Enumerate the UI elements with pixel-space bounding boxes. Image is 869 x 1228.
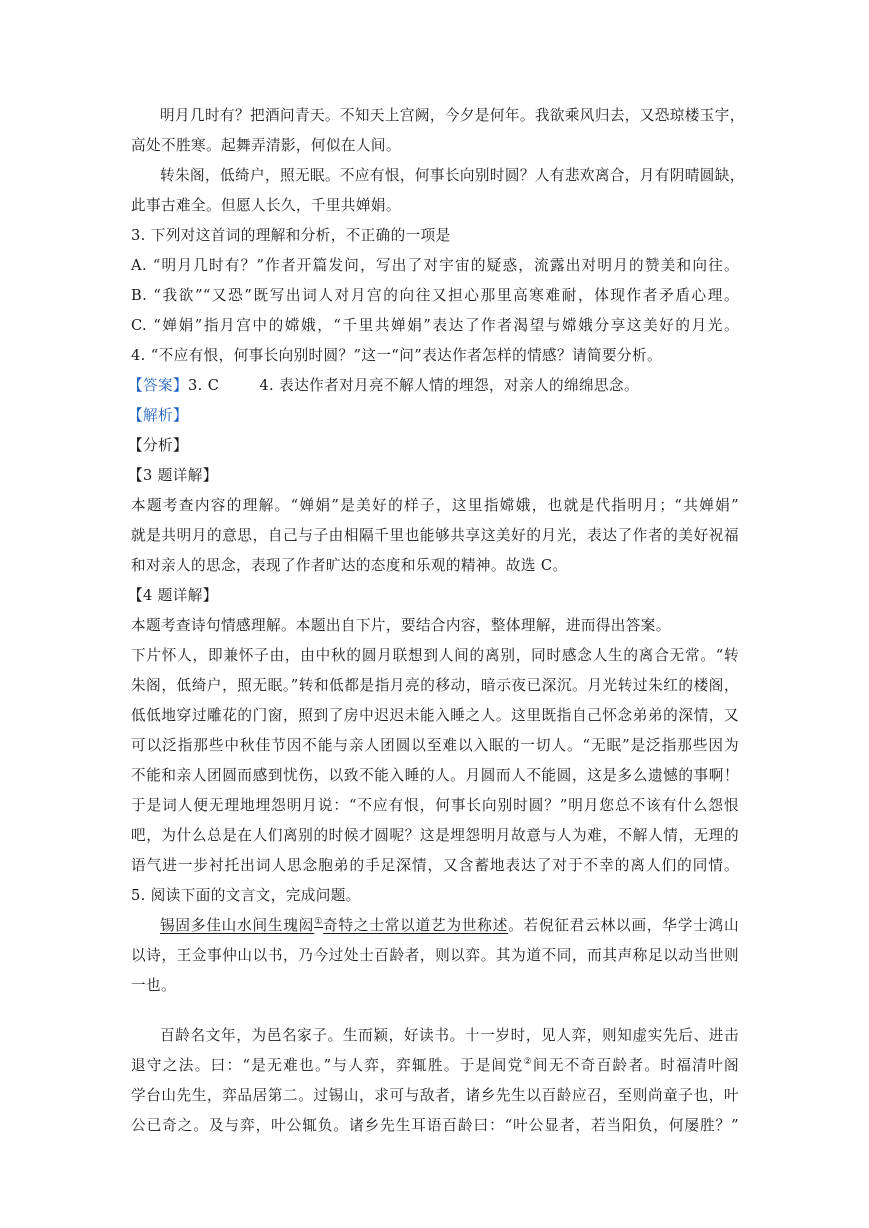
passage-1-rest: 。若倪征君云林以画，华学士鸿山 [508, 917, 739, 934]
footnote-2-marker: ② [523, 1057, 533, 1068]
answer-4: 4. 表达作者对月亮不解人情的埋怨，对亲人的绵绵思念。 [259, 377, 639, 394]
option-b: B. “我欲”“又恐”既写出词人对月宫的向往又担心那里高寒难耐，体现作者矛盾心理。 [131, 287, 739, 304]
detail-3-line: 本题考查内容的理解。“婵娟”是美好的样子，这里指嫦娥，也就是代指明月；“共婵娟” [131, 497, 739, 514]
passage-2-text: 间无不奇百龄者。时福清叶阁 [532, 1057, 740, 1074]
detail-4-line: 低低地穿过雕花的门窗，照到了房中迟迟未能入睡之人。这里既指自己怀念弟弟的深情，又 [131, 707, 739, 724]
analysis-heading: 【解析】 [128, 407, 188, 424]
passage-1-line [160, 916, 739, 936]
answer-label: 【答案】 [128, 377, 188, 394]
question-5: 5. 阅读下面的文言文，完成问题。 [131, 887, 361, 904]
detail-3-heading: 【3 题详解】 [128, 467, 218, 484]
passage-1-line: 一也。 [131, 977, 176, 994]
underlined-sentence-part-1: 锡固多佳山水间生瑰闳 [160, 917, 315, 934]
poem-line: 此事古难全。但愿人长久，千里共婵娟。 [131, 197, 401, 214]
detail-4-line: 下片怀人，即兼怀子由，由中秋的圆月联想到人间的离别，同时感念人生的离合无常。“转 [131, 647, 739, 664]
poem-line: 明月几时有？把酒问青天。不知天上宫阙，今夕是何年。我欲乘风归去，又恐琼楼玉宇， [160, 107, 745, 124]
detail-4-line: 不能和亲人团圆而感到忧伤，以致不能入睡的人。月圆而人不能圆，这是多么遗憾的事啊！ [131, 767, 739, 784]
detail-4-line: 吧，为什么总是在人们离别的时候才圆呢？这是埋怨明月故意与人为难，不解人情，无理的 [131, 827, 739, 844]
passage-2-line: 百龄名文年，为邑名家子。生而颖，好读书。十一岁时，见人弈，则知虚实先后、进击 [160, 1027, 739, 1044]
breakdown-heading: 【分析】 [128, 437, 188, 454]
detail-3-line: 和对亲人的思念，表现了作者旷达的态度和乐观的精神。故选 C。 [131, 557, 568, 574]
underlined-sentence-part-2: 奇特之士常以道艺为世称述 [323, 917, 509, 934]
detail-4-line: 本题考查诗句情感理解。本题出自下片，要结合内容，整体理解，进而得出答案。 [131, 617, 671, 634]
question-4: 4. “不应有恨，何事长向别时圆？”这一“问”表达作者怎样的情感？请简要分析。 [131, 347, 663, 364]
detail-4-line: 朱阁，低绮户，照无眠。”转和低都是指月亮的移动，暗示夜已深沉。月光转过朱红的楼阁， [131, 677, 739, 694]
detail-4-line: 可以泛指那些中秋佳节因不能与亲人团圆以至难以入眠的一切人。“无眠”是泛指那些因为 [131, 737, 739, 754]
passage-2-line: 学台山先生，弈品居第二。过锡山，求可与敌者，诸乡先生以百龄应召，至则尚童子也，叶 [131, 1087, 739, 1104]
option-c: C. “婵娟”指月宫中的嫦娥，“千里共婵娟”表达了作者渴望与嫦娥分享这美好的月光。 [131, 317, 739, 334]
answer-line [128, 376, 736, 396]
answer-3: 3. C [187, 377, 220, 394]
detail-4-heading: 【4 题详解】 [128, 587, 218, 604]
detail-4-line: 语气进一步衬托出词人思念胞弟的手足深情，又含蓄地表达了对于不幸的离人们的同情。 [131, 857, 739, 874]
passage-2-line: 公已奇之。及与弈，叶公辄负。诸乡先生耳语百龄曰：“叶公显者，若当阳负，何屡胜？” [131, 1117, 739, 1134]
passage-1-line: 以诗，王佥事仲山以书，乃今过处士百龄者，则以弈。其为道不同，而其声称足以动当世则 [131, 947, 739, 964]
poem-line: 转朱阁，低绮户，照无眠。不应有恨，何事长向别时圆？人有悲欢离合，月有阴晴圆缺， [160, 167, 745, 184]
detail-4-line: 于是词人便无理地埋怨明月说：“不应有恨，何事长向别时圆？”明月您总不该有什么怨恨 [131, 797, 739, 814]
passage-2-text: 退守之法。曰：“是无难也。”与人弈，弈辄胜。于是闾党 [131, 1057, 524, 1074]
question-3: 3. 下列对这首词的理解和分析，不正确的一项是 [131, 227, 451, 244]
option-a: A. “明月几时有？”作者开篇发问，写出了对宇宙的疑惑，流露出对明月的赞美和向往。 [131, 257, 739, 274]
footnote-1-marker: ① [314, 917, 324, 928]
poem-line: 高处不胜寒。起舞弄清影，何似在人间。 [131, 137, 401, 154]
passage-2-line [131, 1056, 739, 1076]
detail-3-line: 就是共明月的意思，自己与子由相隔千里也能够共享这美好的月光，表达了作者的美好祝福 [131, 527, 739, 544]
